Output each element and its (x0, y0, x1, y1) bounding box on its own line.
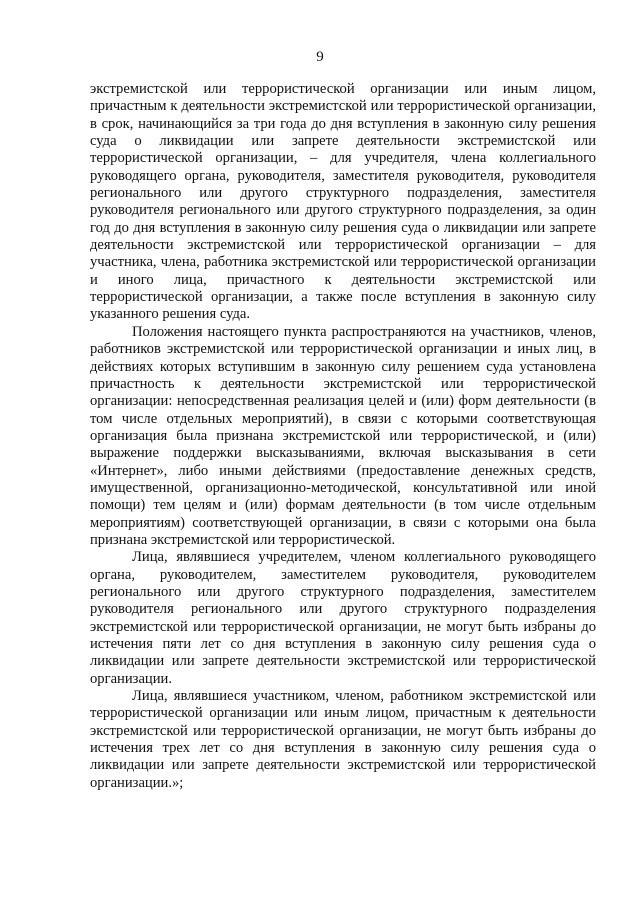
document-body (90, 81, 596, 792)
paragraph-participants-restriction: Лица, являвшиеся участником, членом, работником экстремистской или террористической организации или иным лицом, причастным к деятельности экстремистской или террористической организации, не могут быть избраны до истечения трех лет со дня вступления в законную силу решения суда о ликвидации или запрете деятельности экстремистской или террористической организации.»; (90, 688, 596, 791)
page-number: 9 (316, 49, 324, 65)
paragraph-founders-restriction: Лица, являвшиеся учредителем, членом коллегиального руководящего органа, руководителем, заместителем руководителя, руководителем регионального или другого структурного подразделения, заместителем руководителя регионального или другого структурного подразделения экстремистской или террористической организации, не могут быть избраны до истечения пяти лет со дня вступления в законную силу решения суда о ликвидации или запрете деятельности экстремистской или террористической организации. (90, 549, 596, 687)
paragraph-provisions-scope: Положения настоящего пункта распространяются на участников, членов, работников экстремистской или террористической организации и иных лиц, в действиях которых вступившим в законную силу решением суда установлена причастность к деятельности экстремистской или террористической организации: непосредственная реализация целей и (или) форм деятельности (в том числе отдельных мероприятий), в связи с которыми соответствующая организация была признана экстремистской или террористической, и (или) выражение поддержки высказываниями, включая высказывания в сети «Интернет», либо иными действиями (предоставление денежных средств, имущественной, организационно-методической, консультативной или иной помощи) тем целям и (или) формам деятельности (в том числе отдельным мероприятиям) соответствующей организации, в связи с которыми она была признана экстремистской или террористической. (90, 323, 596, 548)
paragraph-continuation: экстремистской или террористической организации или иным лицом, причастным к деятельности экстремистской или террористической организации, в срок, начинающийся за три года до дня вступления в законную силу решения суда о ликвидации или запрете деятельности экстремистской или террористической организации, – для учредителя, члена коллегиального руководящего органа, руководителя, заместителя руководителя, руководителя регионального или другого структурного подразделения, заместителя руководителя регионального или другого структурного подразделения, за один год до дня вступления в законную силу решения суда о ликвидации или запрете деятельности экстремистской или террористической организации – для участника, члена, работника экстремистской или террористической организации и иного лица, причастного к деятельности экстремистской или террористической организации, а также после вступления в законную силу указанного решения суда. (90, 81, 596, 323)
